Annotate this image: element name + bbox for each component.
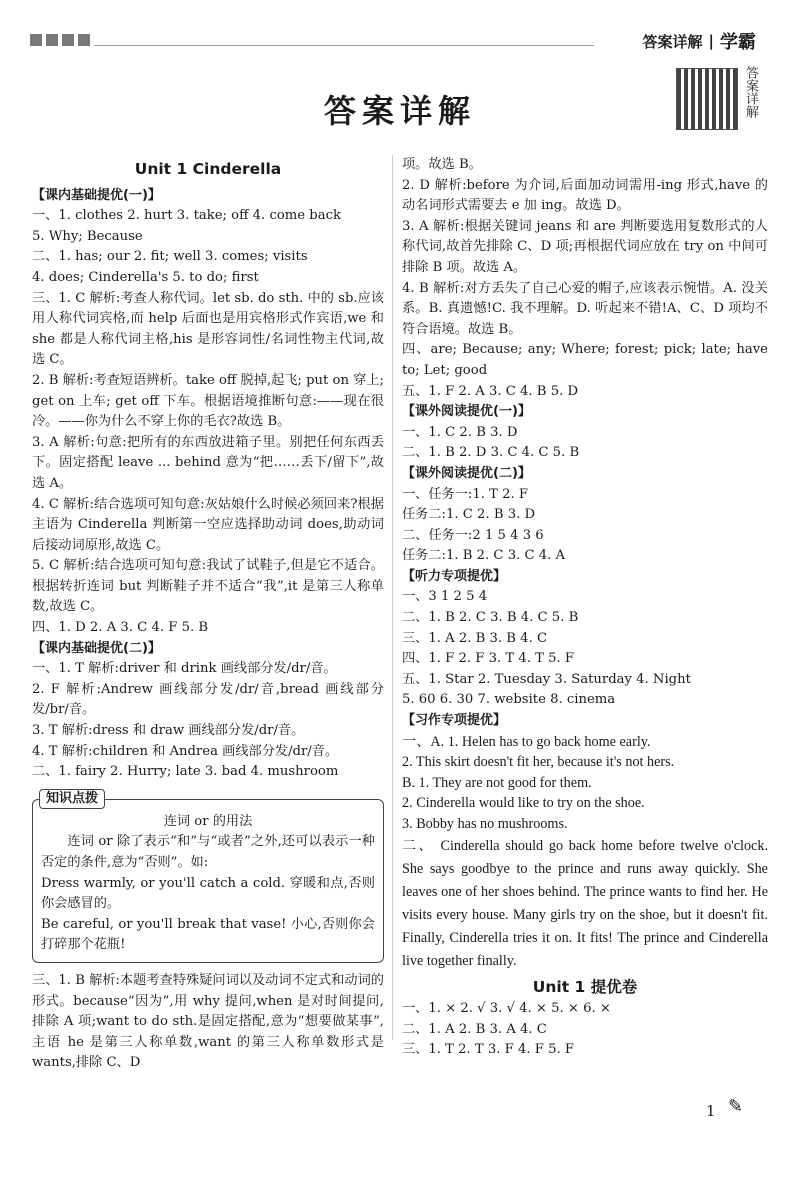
answer-line: 二、1. fairy 2. Hurry; late 3. bad 4. mushroom [32, 764, 339, 780]
column-divider [392, 155, 393, 1040]
section-heading: 【听力专项提优】 [402, 568, 507, 584]
answer-line: 任务二:1. C 2. B 3. D [402, 507, 536, 523]
knowledge-box [32, 790, 384, 963]
answer-line: 四、1. D 2. A 3. C 4. F 5. B [32, 620, 209, 636]
answer-line: 三、1. T 2. T 3. F 4. F 5. F [402, 1042, 575, 1058]
section-heading: 【习作专项提优】 [402, 713, 507, 729]
header-rule [94, 45, 594, 46]
qr-code-icon [676, 68, 738, 130]
knowledge-box-example: Be careful, or you'll break that vase! 小心,否则你会打碎那个花瓶! [41, 916, 375, 953]
answer-line: 二、1. B 2. C 3. B 4. C 5. B [402, 610, 579, 626]
answer-paragraph: 4. B 解析:对方丢失了自己心爱的帽子,应该表示惋惜。A. 没关系。B. 真遗憾!C. 我不理解。D. 听起来不错!A、C、D 项均不符合语境。故选 B。 [402, 280, 768, 337]
answer-paragraph: 四、are; Because; any; Where; forest; pick; late; have to; Let; good [402, 342, 768, 378]
header-decor-bar [30, 30, 90, 50]
header-section-label: 答案详解 [642, 32, 703, 51]
knowledge-box-title: 连词 or 的用法 [163, 813, 253, 829]
pencil-icon: ✎ [728, 1096, 744, 1117]
answer-line: 一、1. clothes 2. hurt 3. take; off 4. come back [32, 208, 341, 224]
page-number: 1 [706, 1102, 716, 1120]
section-heading: 【课外阅读提优(一)】 [402, 404, 531, 420]
answer-line: 三、1. A 2. B 3. B 4. C [402, 630, 548, 646]
answer-line: 3. Bobby has no mushrooms. [402, 816, 568, 832]
brand-logo: 学霸 [720, 32, 756, 53]
answer-paragraph: 4. C 解析:结合选项可知句意:灰姑娘什么时候必须回来?根据主语为 Cinderella 判断第一空应选择助动词 does,助动词后接动词原形,故选 C。 [32, 496, 384, 553]
answer-line: 一、A. 1. Helen has to go back home early. [402, 733, 651, 750]
answer-line: 一、1. × 2. √ 3. √ 4. × 5. × 6. × [402, 1001, 611, 1017]
answer-paragraph: 三、1. B 解析:本题考查特殊疑问词以及动词不定式和动词的形式。because“因为”,用 why 提问,when 是对时间提问,排除 A 项;want to do sth.是固定搭配,意为“想要做某事”,主语 he 是第三人称单数,want 的第三人称单数形式是 wants,排除 C、D [32, 972, 384, 1071]
page-title: 答案详解 [323, 92, 476, 130]
answer-paragraph: 3. A 解析:句意:把所有的东西放进箱子里。别把任何东西丢下。固定搭配 leave ... behind 意为“把……丢下/留下”,故选 A。 [32, 434, 384, 491]
section-heading: 【课内基础提优(二)】 [32, 640, 161, 656]
qr-caption: 答案详解 [743, 66, 758, 118]
answer-paragraph: 2. F 解析:Andrew 画线部分发/dr/音,bread 画线部分发/br/音。 [32, 681, 384, 718]
unit-test-title: Unit 1 提优卷 [532, 977, 638, 996]
answer-line: 4. does; Cinderella's 5. to do; first [32, 269, 259, 285]
answer-line: 2. This skirt doesn't fit her, because it's not hers. [402, 754, 675, 771]
unit-title: Unit 1 Cinderella [134, 160, 282, 178]
answer-line: 3. T 解析:dress 和 draw 画线部分发/dr/音。 [32, 723, 305, 739]
answer-line: 一、3 1 2 5 4 [402, 589, 488, 605]
section-heading: 【课内基础提优(一)】 [32, 187, 161, 203]
answer-line: 5. 60 6. 30 7. website 8. cinema [402, 692, 616, 708]
answer-line: 项。故选 B。 [402, 157, 482, 172]
knowledge-box-example: Dress warmly, or you'll catch a cold. 穿暖和点,否则你会感冒的。 [41, 875, 375, 912]
answer-paragraph: 2. B 解析:考查短语辨析。take off 脱掉,起飞; put on 穿上; get on 上车; get off 下车。根据语境推断句意:——现在很冷。——你为什么不穿上你的毛衣?故选 B。 [32, 372, 384, 430]
answer-line: 四、1. F 2. F 3. T 4. T 5. F [402, 651, 575, 667]
answer-paragraph: 2. D 解析:before 为介词,后面加动词需用-ing 形式,have 的动名词形式需要去 e 加 ing。故选 D。 [402, 177, 768, 214]
answer-line: B. 1. They are not good for them. [402, 774, 592, 791]
header-right: 答案详解 | 学霸 [643, 28, 757, 54]
answer-line: 二、任务一:2 1 5 4 3 6 [402, 527, 544, 543]
knowledge-box-text: 连词 or 除了表示“和”与“或者”之外,还可以表示一种否定的条件,意为“否则”。如: [41, 834, 375, 870]
answer-line: 二、1. A 2. B 3. A 4. C [402, 1021, 547, 1037]
answer-line: 5. Why; Because [32, 228, 143, 244]
answer-line: 二、1. B 2. D 3. C 4. C 5. B [402, 445, 580, 461]
answer-line: 任务二:1. B 2. C 3. C 4. A [402, 548, 566, 564]
composition-paragraph: 二、 Cinderella should go back home before twelve o'clock. She says goodbye to the prince and runs away quickly. She leaves one of her shoes behind. The prince wants to find her. He visits every house. Many girls try on the shoe, but it doesn't fit. Finally, Cinderella tries it on. It fits! The prince and Cinderella live together finally. [402, 837, 768, 969]
answer-line: 二、1. has; our 2. fit; well 3. comes; visits [32, 249, 308, 265]
left-column [32, 155, 384, 1074]
answer-line: 五、1. F 2. A 3. C 4. B 5. D [402, 383, 579, 399]
answer-line: 五、1. Star 2. Tuesday 3. Saturday 4. Night [402, 671, 691, 687]
knowledge-box-tag: 知识点拨 [39, 789, 105, 809]
answer-line: 一、1. C 2. B 3. D [402, 424, 518, 440]
answer-paragraph: 5. C 解析:结合选项可知句意:我试了试鞋子,但是它不适合。根据转折连词 but 判断鞋子并不适合“我”,it 是第三人称单数,故选 C。 [32, 558, 384, 615]
answer-line: 2. Cinderella would like to try on the shoe. [402, 795, 645, 812]
right-column [402, 155, 768, 1061]
answer-paragraph: 3. A 解析:根据关键词 jeans 和 are 判断要选用复数形式的人称代词,故首先排除 C、D 项;再根据代词应放在 try on 中间可排除 B 项。故选 A。 [402, 218, 768, 275]
section-heading: 【课外阅读提优(二)】 [402, 465, 531, 481]
answer-paragraph: 三、1. C 解析:考查人称代词。let sb. do sth. 中的 sb.应该用人称代词宾格,而 help 后面也是用宾格形式作宾语,we 和 she 都是人称代词主格,his 是形容词性/名词性物主代词,故选 C。 [32, 290, 384, 368]
answer-line: 4. T 解析:children 和 Andrea 画线部分发/dr/音。 [32, 743, 339, 759]
answer-line: 一、1. T 解析:driver 和 drink 画线部分发/dr/音。 [32, 661, 337, 677]
answer-line: 一、任务一:1. T 2. F [402, 486, 529, 502]
